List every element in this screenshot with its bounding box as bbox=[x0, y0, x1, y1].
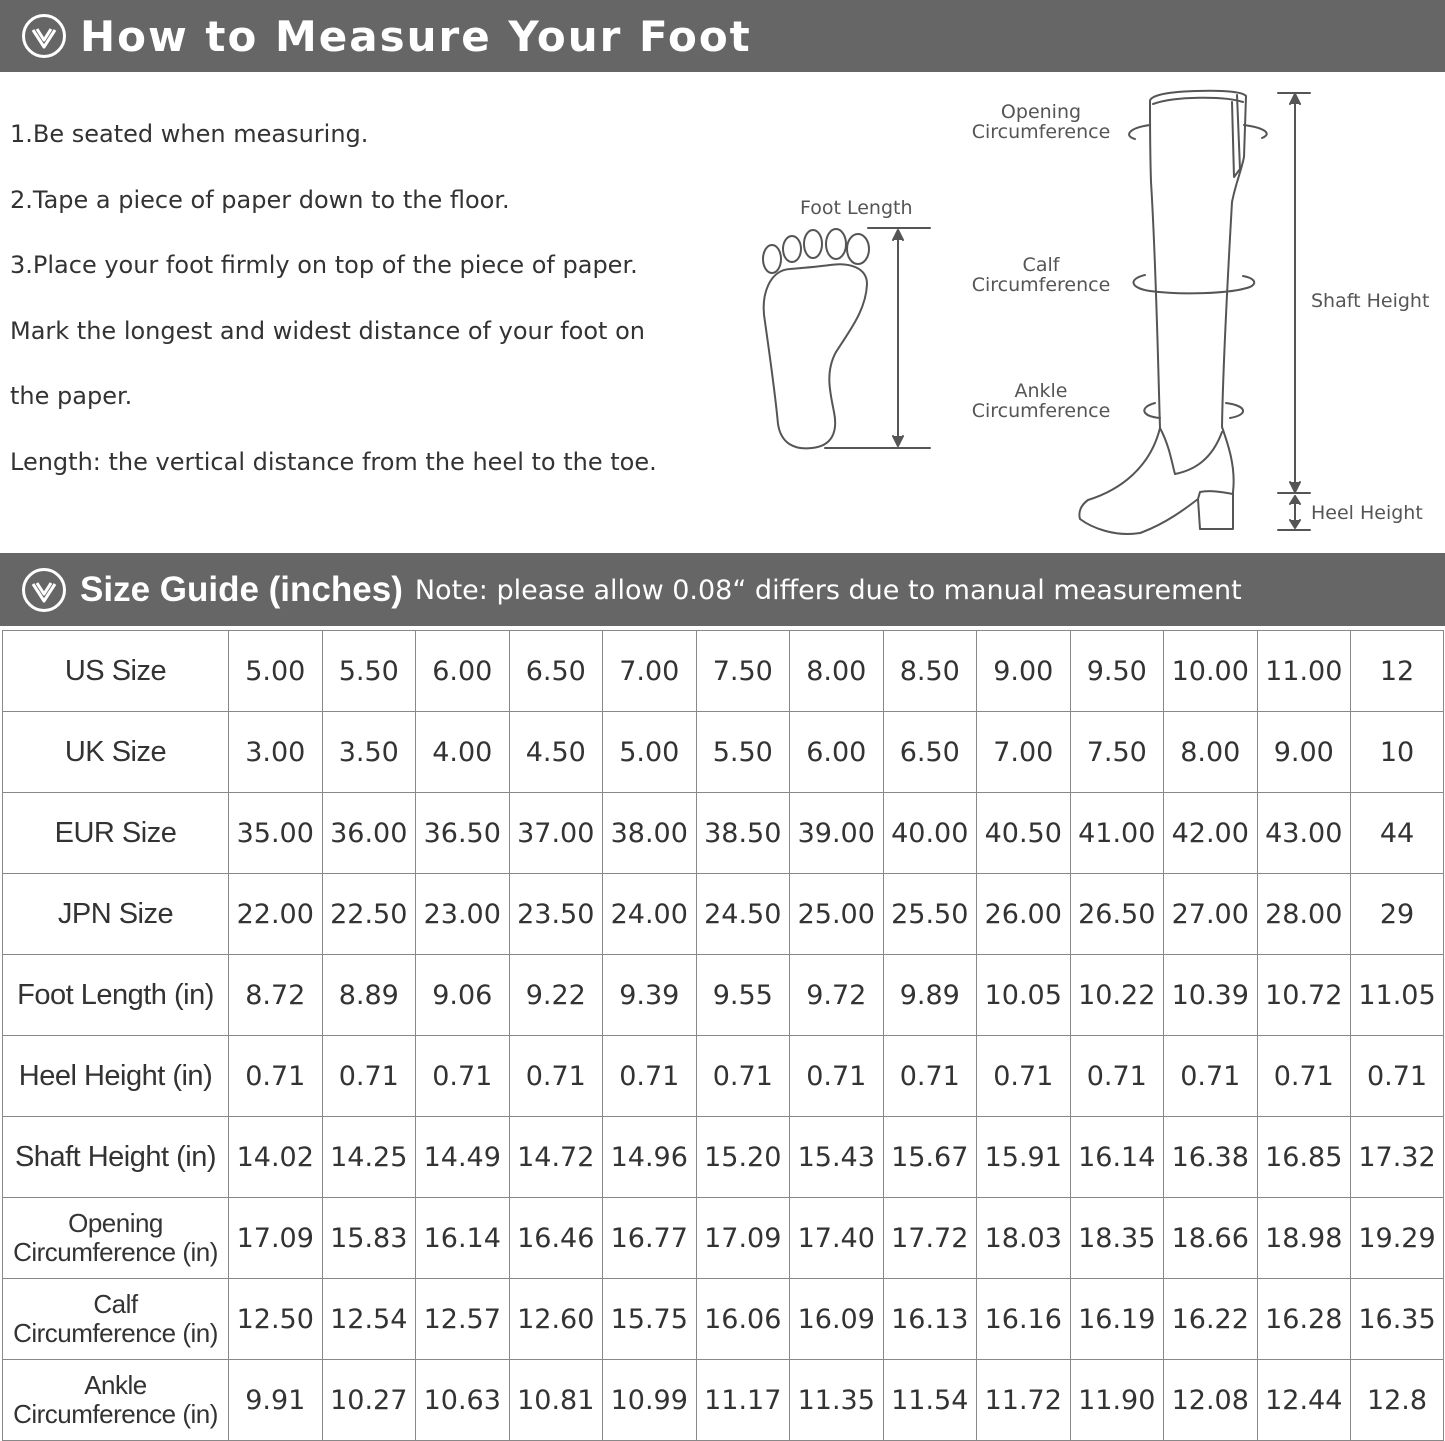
table-cell: 0.71 bbox=[416, 1036, 510, 1117]
table-cell: 27.00 bbox=[1164, 874, 1258, 955]
table-cell: 15.43 bbox=[790, 1117, 884, 1198]
table-cell: 0.71 bbox=[1257, 1036, 1351, 1117]
table-cell: 10.99 bbox=[603, 1360, 697, 1441]
table-cell: 14.72 bbox=[509, 1117, 603, 1198]
table-cell: 6.00 bbox=[416, 631, 510, 712]
table-cell: 0.71 bbox=[883, 1036, 977, 1117]
table-cell: 23.00 bbox=[416, 874, 510, 955]
table-cell: 42.00 bbox=[1164, 793, 1258, 874]
table-row bbox=[3, 1036, 1444, 1117]
table-cell: 38.00 bbox=[603, 793, 697, 874]
table-cell: 7.50 bbox=[696, 631, 790, 712]
table-cell: 16.19 bbox=[1070, 1279, 1164, 1360]
size-guide-note: Note: please allow 0.08“ differs due to manual measurement bbox=[414, 575, 1242, 606]
table-cell: 16.13 bbox=[883, 1279, 977, 1360]
table-cell: 35.00 bbox=[229, 793, 323, 874]
table-cell: 5.00 bbox=[603, 712, 697, 793]
table-cell: 0.71 bbox=[1070, 1036, 1164, 1117]
table-cell: 18.98 bbox=[1257, 1198, 1351, 1279]
row-label: Foot Length (in) bbox=[3, 955, 229, 1036]
table-cell: 12.8 bbox=[1351, 1360, 1444, 1441]
table-cell: 16.38 bbox=[1164, 1117, 1258, 1198]
table-cell: 12.54 bbox=[322, 1279, 416, 1360]
table-cell: 4.50 bbox=[509, 712, 603, 793]
table-cell: 0.71 bbox=[1164, 1036, 1258, 1117]
opening-circumference-label: Opening Circumference bbox=[971, 101, 1111, 143]
row-label: Heel Height (in) bbox=[3, 1036, 229, 1117]
heel-height-label: Heel Height bbox=[1311, 502, 1423, 524]
table-cell: 8.89 bbox=[322, 955, 416, 1036]
calf-circumference-label: Calf Circumference bbox=[971, 254, 1111, 296]
table-cell: 11.05 bbox=[1351, 955, 1444, 1036]
table-cell: 3.00 bbox=[229, 712, 323, 793]
table-cell: 36.50 bbox=[416, 793, 510, 874]
shaft-height-label: Shaft Height bbox=[1311, 290, 1430, 312]
table-cell: 11.17 bbox=[696, 1360, 790, 1441]
table-cell: 17.32 bbox=[1351, 1117, 1444, 1198]
table-cell: 9.00 bbox=[977, 631, 1071, 712]
table-cell: 10.22 bbox=[1070, 955, 1164, 1036]
instruction-step: 3.Place your foot firmly on top of the piece of paper. bbox=[10, 251, 638, 279]
table-cell: 37.00 bbox=[509, 793, 603, 874]
table-cell: 22.50 bbox=[322, 874, 416, 955]
table-cell: 3.50 bbox=[322, 712, 416, 793]
table-cell: 28.00 bbox=[1257, 874, 1351, 955]
table-cell: 17.72 bbox=[883, 1198, 977, 1279]
table-cell: 8.00 bbox=[1164, 712, 1258, 793]
table-cell: 12.50 bbox=[229, 1279, 323, 1360]
table-cell: 9.72 bbox=[790, 955, 884, 1036]
row-label: UK Size bbox=[3, 712, 229, 793]
table-cell: 14.02 bbox=[229, 1117, 323, 1198]
instruction-step: 2.Tape a piece of paper down to the floor. bbox=[10, 185, 510, 214]
table-cell: 16.16 bbox=[977, 1279, 1071, 1360]
table-cell: 10.27 bbox=[322, 1360, 416, 1441]
table-row bbox=[3, 1279, 1444, 1360]
table-cell: 0.71 bbox=[229, 1036, 323, 1117]
table-cell: 16.28 bbox=[1257, 1279, 1351, 1360]
foot-length-label: Foot Length bbox=[800, 197, 913, 219]
table-cell: 9.00 bbox=[1257, 712, 1351, 793]
table-cell: 9.55 bbox=[696, 955, 790, 1036]
measure-header bbox=[0, 0, 1445, 72]
table-cell: 7.50 bbox=[1070, 712, 1164, 793]
table-cell: 23.50 bbox=[509, 874, 603, 955]
foot-outline-icon bbox=[763, 229, 869, 448]
instruction-step: the paper. bbox=[10, 382, 133, 410]
table-cell: 14.25 bbox=[322, 1117, 416, 1198]
table-cell: 0.71 bbox=[322, 1036, 416, 1117]
measurement-diagram bbox=[0, 72, 1445, 553]
table-cell: 12.08 bbox=[1164, 1360, 1258, 1441]
table-cell: 18.35 bbox=[1070, 1198, 1164, 1279]
table-cell: 25.50 bbox=[883, 874, 977, 955]
instruction-step: Length: the vertical distance from the heel to the toe. bbox=[10, 447, 657, 476]
foot-and-boot-illustration bbox=[0, 72, 1445, 553]
table-cell: 15.67 bbox=[883, 1117, 977, 1198]
table-cell: 0.71 bbox=[977, 1036, 1071, 1117]
table-cell: 39.00 bbox=[790, 793, 884, 874]
table-cell: 12.44 bbox=[1257, 1360, 1351, 1441]
chevron-down-circle-icon bbox=[21, 567, 67, 613]
table-cell: 0.71 bbox=[696, 1036, 790, 1117]
row-label: Ankle Circumference (in) bbox=[3, 1360, 229, 1441]
table-cell: 0.71 bbox=[603, 1036, 697, 1117]
table-cell: 6.50 bbox=[509, 631, 603, 712]
table-cell: 18.66 bbox=[1164, 1198, 1258, 1279]
row-label: JPN Size bbox=[3, 874, 229, 955]
table-cell: 9.22 bbox=[509, 955, 603, 1036]
row-label: EUR Size bbox=[3, 793, 229, 874]
row-label: Shaft Height (in) bbox=[3, 1117, 229, 1198]
table-cell: 44 bbox=[1351, 793, 1444, 874]
table-cell: 9.91 bbox=[229, 1360, 323, 1441]
table-row bbox=[3, 874, 1444, 955]
table-cell: 40.50 bbox=[977, 793, 1071, 874]
table-cell: 8.72 bbox=[229, 955, 323, 1036]
table-cell: 8.50 bbox=[883, 631, 977, 712]
row-label: Calf Circumference (in) bbox=[3, 1279, 229, 1360]
table-cell: 16.35 bbox=[1351, 1279, 1444, 1360]
table-cell: 15.83 bbox=[322, 1198, 416, 1279]
table-cell: 19.29 bbox=[1351, 1198, 1444, 1279]
table-cell: 10 bbox=[1351, 712, 1444, 793]
chevron-down-circle-icon bbox=[21, 13, 67, 59]
table-cell: 5.50 bbox=[322, 631, 416, 712]
table-cell: 4.00 bbox=[416, 712, 510, 793]
table-cell: 16.77 bbox=[603, 1198, 697, 1279]
table-cell: 12.60 bbox=[509, 1279, 603, 1360]
table-cell: 22.00 bbox=[229, 874, 323, 955]
table-cell: 38.50 bbox=[696, 793, 790, 874]
table-cell: 18.03 bbox=[977, 1198, 1071, 1279]
table-cell: 16.85 bbox=[1257, 1117, 1351, 1198]
table-cell: 16.14 bbox=[1070, 1117, 1164, 1198]
table-cell: 26.00 bbox=[977, 874, 1071, 955]
table-cell: 0.71 bbox=[790, 1036, 884, 1117]
table-cell: 17.09 bbox=[229, 1198, 323, 1279]
table-cell: 16.14 bbox=[416, 1198, 510, 1279]
table-cell: 11.35 bbox=[790, 1360, 884, 1441]
table-cell: 16.22 bbox=[1164, 1279, 1258, 1360]
size-guide-header bbox=[0, 553, 1445, 626]
row-label: US Size bbox=[3, 631, 229, 712]
table-row bbox=[3, 793, 1444, 874]
table-cell: 26.50 bbox=[1070, 874, 1164, 955]
table-cell: 11.90 bbox=[1070, 1360, 1164, 1441]
table-cell: 15.20 bbox=[696, 1117, 790, 1198]
table-cell: 12 bbox=[1351, 631, 1444, 712]
table-cell: 36.00 bbox=[322, 793, 416, 874]
size-guide-title: Size Guide (inches) bbox=[80, 569, 403, 609]
table-cell: 24.50 bbox=[696, 874, 790, 955]
table-row bbox=[3, 631, 1444, 712]
table-row bbox=[3, 1198, 1444, 1279]
table-cell: 7.00 bbox=[977, 712, 1071, 793]
table-cell: 0.71 bbox=[1351, 1036, 1444, 1117]
table-cell: 41.00 bbox=[1070, 793, 1164, 874]
ankle-circumference-label: Ankle Circumference bbox=[971, 380, 1111, 422]
instruction-step: 1.Be seated when measuring. bbox=[10, 120, 369, 148]
table-cell: 11.72 bbox=[977, 1360, 1071, 1441]
table-cell: 10.63 bbox=[416, 1360, 510, 1441]
table-cell: 7.00 bbox=[603, 631, 697, 712]
table-cell: 24.00 bbox=[603, 874, 697, 955]
table-cell: 8.00 bbox=[790, 631, 884, 712]
table-cell: 25.00 bbox=[790, 874, 884, 955]
table-cell: 11.54 bbox=[883, 1360, 977, 1441]
table-cell: 15.91 bbox=[977, 1117, 1071, 1198]
table-cell: 9.50 bbox=[1070, 631, 1164, 712]
table-cell: 0.71 bbox=[509, 1036, 603, 1117]
table-cell: 10.39 bbox=[1164, 955, 1258, 1036]
table-cell: 11.00 bbox=[1257, 631, 1351, 712]
table-cell: 40.00 bbox=[883, 793, 977, 874]
table-row bbox=[3, 712, 1444, 793]
table-cell: 5.00 bbox=[229, 631, 323, 712]
table-cell: 43.00 bbox=[1257, 793, 1351, 874]
boot-outline-icon bbox=[1079, 91, 1246, 534]
table-cell: 6.00 bbox=[790, 712, 884, 793]
table-row bbox=[3, 1360, 1444, 1441]
table-cell: 10.81 bbox=[509, 1360, 603, 1441]
row-label: Opening Circumference (in) bbox=[3, 1198, 229, 1279]
table-cell: 9.06 bbox=[416, 955, 510, 1036]
measure-title: How to Measure Your Foot bbox=[80, 11, 752, 61]
instruction-step: Mark the longest and widest distance of your foot on bbox=[10, 316, 645, 345]
table-cell: 9.39 bbox=[603, 955, 697, 1036]
table-cell: 14.49 bbox=[416, 1117, 510, 1198]
table-cell: 12.57 bbox=[416, 1279, 510, 1360]
table-cell: 17.09 bbox=[696, 1198, 790, 1279]
table-cell: 17.40 bbox=[790, 1198, 884, 1279]
table-cell: 10.05 bbox=[977, 955, 1071, 1036]
table-cell: 6.50 bbox=[883, 712, 977, 793]
table-row bbox=[3, 955, 1444, 1036]
table-cell: 9.89 bbox=[883, 955, 977, 1036]
table-cell: 16.09 bbox=[790, 1279, 884, 1360]
table-cell: 29 bbox=[1351, 874, 1444, 955]
table-cell: 16.06 bbox=[696, 1279, 790, 1360]
table-cell: 14.96 bbox=[603, 1117, 697, 1198]
table-cell: 5.50 bbox=[696, 712, 790, 793]
table-cell: 10.00 bbox=[1164, 631, 1258, 712]
table-cell: 10.72 bbox=[1257, 955, 1351, 1036]
table-cell: 16.46 bbox=[509, 1198, 603, 1279]
table-cell: 15.75 bbox=[603, 1279, 697, 1360]
table-row bbox=[3, 1117, 1444, 1198]
size-chart-table bbox=[2, 630, 1444, 1441]
